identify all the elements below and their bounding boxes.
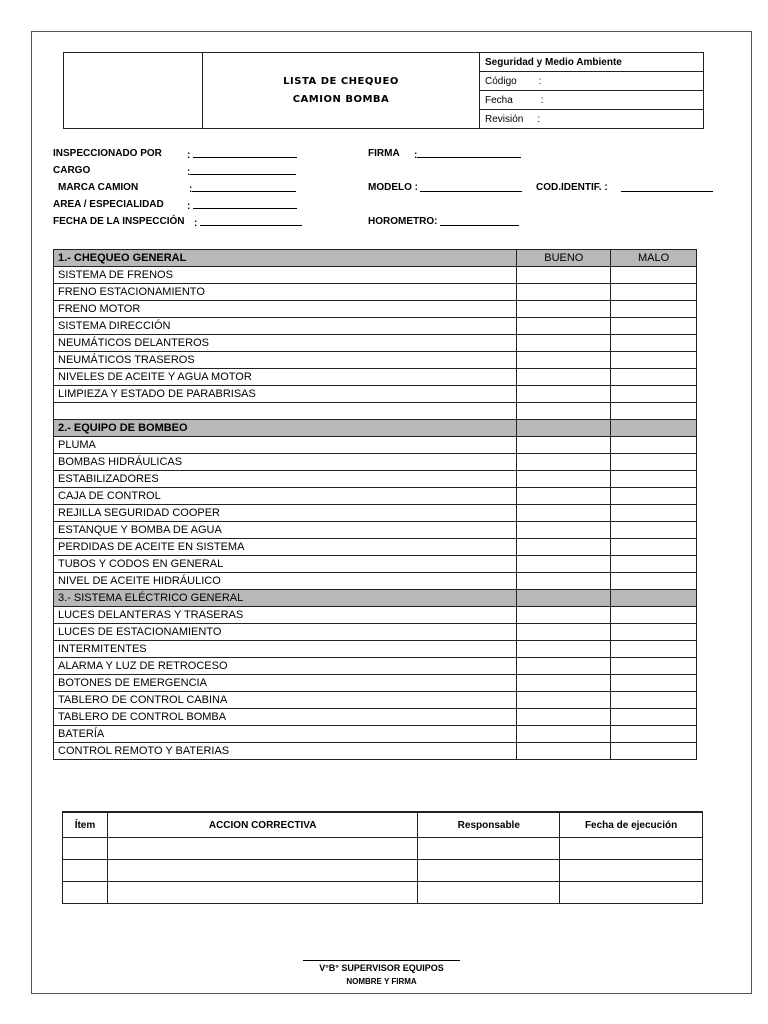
section-header xyxy=(54,420,697,437)
col-responsable: Responsable xyxy=(418,812,560,838)
bueno-check-cell[interactable] xyxy=(517,369,611,386)
bueno-check-cell[interactable] xyxy=(517,471,611,488)
area-label: AREA / ESPECIALIDAD xyxy=(53,199,164,210)
horometro-field[interactable] xyxy=(440,216,519,229)
checklist-row xyxy=(54,505,697,522)
checklist-item-label: BATERÍA xyxy=(54,726,517,743)
malo-check-cell[interactable] xyxy=(611,386,697,403)
malo-check-cell[interactable] xyxy=(611,675,697,692)
inspeccionado-field[interactable]: : xyxy=(187,148,297,161)
bueno-check-cell[interactable] xyxy=(517,335,611,352)
bueno-check-cell[interactable] xyxy=(517,658,611,675)
col-accion: ACCION CORRECTIVA xyxy=(107,812,417,838)
malo-check-cell[interactable] xyxy=(611,284,697,301)
corrective-cell[interactable] xyxy=(107,838,417,860)
section-cell xyxy=(611,590,697,607)
malo-check-cell[interactable] xyxy=(611,454,697,471)
title-line-1: LISTA DE CHEQUEO xyxy=(283,75,399,87)
marca-label: MARCA CAMION xyxy=(58,182,139,193)
corrective-cell[interactable] xyxy=(63,882,108,904)
checklist-row xyxy=(54,556,697,573)
malo-check-cell[interactable] xyxy=(611,488,697,505)
malo-check-cell[interactable] xyxy=(611,641,697,658)
bueno-check-cell[interactable] xyxy=(517,301,611,318)
bueno-check-cell[interactable] xyxy=(517,675,611,692)
bueno-check-cell[interactable] xyxy=(517,454,611,471)
document-title xyxy=(203,53,480,129)
checklist-item-label: CAJA DE CONTROL xyxy=(54,488,517,505)
revision-field: Revisión : xyxy=(480,110,704,129)
corrective-row xyxy=(63,882,703,904)
bueno-check-cell[interactable] xyxy=(517,641,611,658)
checklist-item-label: NEUMÁTICOS TRASEROS xyxy=(54,352,517,369)
section-header xyxy=(54,590,697,607)
bueno-check-cell[interactable] xyxy=(517,556,611,573)
corrective-cell[interactable] xyxy=(63,838,108,860)
checklist-row xyxy=(54,488,697,505)
checklist-row xyxy=(54,692,697,709)
bueno-check-cell[interactable] xyxy=(517,539,611,556)
col-malo-header: MALO xyxy=(611,250,697,267)
checklist-item-label: LUCES DE ESTACIONAMIENTO xyxy=(54,624,517,641)
malo-check-cell[interactable] xyxy=(611,437,697,454)
malo-check-cell[interactable] xyxy=(611,539,697,556)
bueno-check-cell[interactable] xyxy=(517,573,611,590)
corrective-cell[interactable] xyxy=(107,860,417,882)
checklist-item-label: NEUMÁTICOS DELANTEROS xyxy=(54,335,517,352)
bueno-check-cell[interactable] xyxy=(517,352,611,369)
checklist-row xyxy=(54,335,697,352)
bueno-check-cell[interactable] xyxy=(517,403,611,420)
malo-check-cell[interactable] xyxy=(611,607,697,624)
fecha-field: Fecha : xyxy=(480,91,704,110)
horometro-label: HOROMETRO: xyxy=(368,216,438,227)
codidentif-field[interactable] xyxy=(621,182,713,195)
checklist-row xyxy=(54,318,697,335)
checklist-item-label: TUBOS Y CODOS EN GENERAL xyxy=(54,556,517,573)
marca-field[interactable]: : xyxy=(189,182,296,195)
malo-check-cell[interactable] xyxy=(611,471,697,488)
checklist-row xyxy=(54,573,697,590)
signature-line xyxy=(303,960,460,961)
checklist-row xyxy=(54,641,697,658)
malo-check-cell[interactable] xyxy=(611,369,697,386)
inspeccionado-label: INSPECCIONADO POR xyxy=(53,148,162,159)
bueno-check-cell[interactable] xyxy=(517,624,611,641)
checklist-row xyxy=(54,454,697,471)
malo-check-cell[interactable] xyxy=(611,403,697,420)
corrective-cell[interactable] xyxy=(107,882,417,904)
malo-check-cell[interactable] xyxy=(611,556,697,573)
checklist-item-label: ESTANQUE Y BOMBA DE AGUA xyxy=(54,522,517,539)
bueno-check-cell[interactable] xyxy=(517,488,611,505)
checklist-row xyxy=(54,675,697,692)
checklist-row xyxy=(54,607,697,624)
checklist-row xyxy=(54,709,697,726)
signature-title: V°B° SUPERVISOR EQUIPOS xyxy=(319,963,444,973)
fecha-inspeccion-field[interactable]: : xyxy=(194,216,302,229)
bueno-check-cell[interactable] xyxy=(517,386,611,403)
signature-subtitle: NOMBRE Y FIRMA xyxy=(346,977,417,986)
bueno-check-cell[interactable] xyxy=(517,318,611,335)
checklist-row xyxy=(54,301,697,318)
col-item: Ítem xyxy=(63,812,108,838)
bueno-check-cell[interactable] xyxy=(517,709,611,726)
checklist-item-label: CONTROL REMOTO Y BATERIAS xyxy=(54,743,517,760)
corrective-row xyxy=(63,838,703,860)
corrective-cell[interactable] xyxy=(560,860,703,882)
bueno-check-cell[interactable] xyxy=(517,437,611,454)
checklist-item-label: FRENO ESTACIONAMIENTO xyxy=(54,284,517,301)
malo-check-cell[interactable] xyxy=(611,743,697,760)
area-field[interactable]: : xyxy=(187,199,297,212)
checklist-item-label: TABLERO DE CONTROL BOMBA xyxy=(54,709,517,726)
malo-check-cell[interactable] xyxy=(611,658,697,675)
cargo-field[interactable]: : xyxy=(187,165,296,178)
checklist-item-label: ALARMA Y LUZ DE RETROCESO xyxy=(54,658,517,675)
modelo-field[interactable] xyxy=(420,182,522,195)
malo-check-cell[interactable] xyxy=(611,573,697,590)
checklist-item-label: NIVELES DE ACEITE Y AGUA MOTOR xyxy=(54,369,517,386)
firma-label: FIRMA xyxy=(368,148,400,159)
malo-check-cell[interactable] xyxy=(611,726,697,743)
checklist-item-label: TABLERO DE CONTROL CABINA xyxy=(54,692,517,709)
col-bueno-header: BUENO xyxy=(517,250,611,267)
checklist-item-label: PERDIDAS DE ACEITE EN SISTEMA xyxy=(54,539,517,556)
checklist-row xyxy=(54,539,697,556)
bueno-check-cell[interactable] xyxy=(517,743,611,760)
document-header xyxy=(63,52,704,129)
section-title: 2.- EQUIPO DE BOMBEO xyxy=(54,420,517,437)
codigo-field: Código : xyxy=(480,72,704,91)
checklist-item-label: INTERMITENTES xyxy=(54,641,517,658)
corrective-row xyxy=(63,860,703,882)
fecha-inspeccion-label: FECHA DE LA INSPECCIÓN xyxy=(53,216,185,227)
malo-check-cell[interactable] xyxy=(611,335,697,352)
checklist-row xyxy=(54,437,697,454)
checklist-item-label: BOMBAS HIDRÁULICAS xyxy=(54,454,517,471)
modelo-label: MODELO : xyxy=(368,182,418,193)
corrective-cell[interactable] xyxy=(560,882,703,904)
checklist-item-label: REJILLA SEGURIDAD COOPER xyxy=(54,505,517,522)
checklist-item-label: LUCES DELANTERAS Y TRASERAS xyxy=(54,607,517,624)
malo-check-cell[interactable] xyxy=(611,624,697,641)
section-cell xyxy=(517,420,611,437)
corrective-cell[interactable] xyxy=(418,882,560,904)
checklist-row xyxy=(54,369,697,386)
bueno-check-cell[interactable] xyxy=(517,505,611,522)
checklist-row xyxy=(54,624,697,641)
section-cell xyxy=(517,590,611,607)
bueno-check-cell[interactable] xyxy=(517,726,611,743)
section-header xyxy=(54,250,697,267)
section-cell xyxy=(611,420,697,437)
checklist-row xyxy=(54,658,697,675)
bueno-check-cell[interactable] xyxy=(517,522,611,539)
checklist-row xyxy=(54,267,697,284)
checklist-row xyxy=(54,471,697,488)
section-title: 3.- SISTEMA ELÉCTRICO GENERAL xyxy=(54,590,517,607)
checklist-item-label: NIVEL DE ACEITE HIDRÁULICO xyxy=(54,573,517,590)
bueno-check-cell[interactable] xyxy=(517,607,611,624)
checklist-item-label xyxy=(54,403,517,420)
checklist-row xyxy=(54,403,697,420)
corrective-cell[interactable] xyxy=(418,860,560,882)
section-title: 1.- CHEQUEO GENERAL xyxy=(54,250,517,267)
bueno-check-cell[interactable] xyxy=(517,692,611,709)
checklist-item-label: PLUMA xyxy=(54,437,517,454)
corrective-cell[interactable] xyxy=(418,838,560,860)
checklist-row xyxy=(54,352,697,369)
cargo-label: CARGO xyxy=(53,165,91,176)
corrective-cell[interactable] xyxy=(560,838,703,860)
department-label: Seguridad y Medio Ambiente xyxy=(480,53,704,72)
bueno-check-cell[interactable] xyxy=(517,284,611,301)
malo-check-cell[interactable] xyxy=(611,709,697,726)
malo-check-cell[interactable] xyxy=(611,692,697,709)
col-fecha-ejecucion: Fecha de ejecución xyxy=(560,812,703,838)
checklist-row xyxy=(54,743,697,760)
checklist-table xyxy=(53,249,697,760)
codidentif-label: COD.IDENTIF. : xyxy=(536,182,608,193)
checklist-item-label: ESTABILIZADORES xyxy=(54,471,517,488)
checklist-item-label: SISTEMA DE FRENOS xyxy=(54,267,517,284)
checklist-item-label: BOTONES DE EMERGENCIA xyxy=(54,675,517,692)
checklist-row xyxy=(54,386,697,403)
checklist-row xyxy=(54,284,697,301)
malo-check-cell[interactable] xyxy=(611,318,697,335)
checklist-item-label: SISTEMA DIRECCIÓN xyxy=(54,318,517,335)
title-line-2: CAMION BOMBA xyxy=(292,93,390,105)
corrective-cell[interactable] xyxy=(63,860,108,882)
bueno-check-cell[interactable] xyxy=(517,267,611,284)
corrective-action-table xyxy=(62,811,703,904)
malo-check-cell[interactable] xyxy=(611,352,697,369)
logo-cell xyxy=(64,53,203,129)
checklist-row xyxy=(54,522,697,539)
malo-check-cell[interactable] xyxy=(611,301,697,318)
malo-check-cell[interactable] xyxy=(611,505,697,522)
checklist-item-label: LIMPIEZA Y ESTADO DE PARABRISAS xyxy=(54,386,517,403)
checklist-item-label: FRENO MOTOR xyxy=(54,301,517,318)
malo-check-cell[interactable] xyxy=(611,267,697,284)
malo-check-cell[interactable] xyxy=(611,522,697,539)
firma-field[interactable]: : xyxy=(414,148,521,161)
checklist-row xyxy=(54,726,697,743)
